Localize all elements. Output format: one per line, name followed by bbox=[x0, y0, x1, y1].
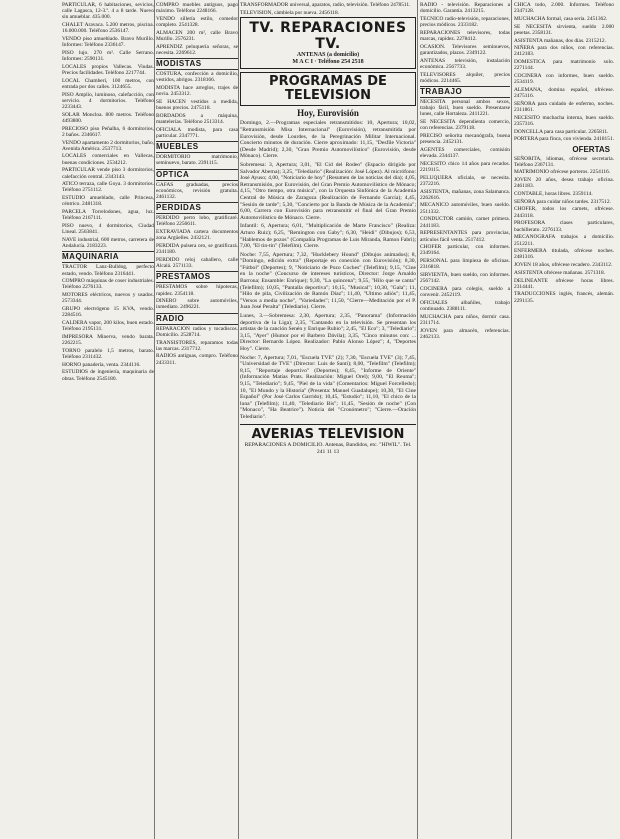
classified-ad: SE NECESITA dependienta comercio, con referencias. 2379118. bbox=[420, 119, 510, 132]
classified-ad: ANTENAS televisión, instalación económica. 2567733. bbox=[420, 57, 510, 70]
classified-ad: AGENTES comerciales, comisión elevada. 2344137. bbox=[420, 146, 510, 160]
classified-ad: ENFERMERA titulada, ofrécese noches. 2481316. bbox=[514, 248, 614, 261]
classified-ad: PARTICULAR, 6 habitaciones, sevicios, calle Lagasca, 12-3.º. 4 a 8 tarde. Nuevo sin amueblar. 435.000. bbox=[62, 2, 154, 21]
classified-ad: PISO Amplio, luminoso, calefacción, con servicio. 4 dormitorios. Teléfono 2233443. bbox=[62, 91, 154, 111]
classified-ad: JOVEN 18 años, ofrécese recadero. 2343112. bbox=[514, 262, 613, 269]
section-heading: PERDIDAS bbox=[156, 202, 238, 214]
classified-ad: PROFESORA clases particulares, bachillerato. 2276133. bbox=[514, 220, 614, 233]
section-heading: MUEBLES bbox=[156, 141, 238, 153]
program-listing: Sobremesa: 3, Apertura; 3,01, "El Cid del Rodeo" (Espacio dirigido por Salvador Aberna); 3,25, "Telediario" (Realización: José López). Al micrófono: José Ayuso; 4,00, "Noticiario de hoy" (Resumen de las noticias del día); 4,05, Retransmisión, por Eurovisión, del Gran Premio Automovilístico de Mónaco; 4,15, "Otro tiempo, otra música", con la Orquesta Sinfónica de la Academia Central de Música de Zaragoza (Realización de Fernando García); 4,45, "Sesión de tarde"; 5,30, "Concierto por la Banda de Música de la Academia"; 6,00, Carrera con Eurovisión para retransmitir el final del Gran Premio Automovilístico de Mónaco. Cierre. bbox=[240, 161, 416, 221]
classified-ad: DONCELLA para casa particular. 2265811. bbox=[514, 128, 609, 135]
classified-ad: LOCAL Chamberí, 100 metros, con entrada por dos calles. 3124655. bbox=[62, 77, 154, 90]
section-heading: MAQUINARIA bbox=[62, 251, 154, 263]
column-1 bbox=[62, 2, 154, 837]
classified-ad: PISO nuevo, 4 dormitorios, Ciudad Lineal. 2563841. bbox=[62, 223, 154, 236]
classified-ad: VENDO apartamento 2 dormitorios, baño, Avenida América. 2537713. bbox=[62, 139, 154, 152]
classified-ad: TRACTOR Lanz-Bulldog, perfecto estado, vendo. Teléfono 2316441. bbox=[62, 264, 154, 277]
classified-ad: CHICA todo, 2.000. Informes. Teléfono 2347128. bbox=[514, 2, 614, 15]
classified-ad: MUCHACHA formal, casa seria. 2451362. bbox=[514, 15, 608, 22]
averias-ad bbox=[240, 424, 416, 456]
classified-ad: RADIO - televisión. Reparaciones a domicilio. Garantía. 2413215. bbox=[420, 2, 510, 15]
classified-ad: COSTURA, confección a domicilio, vestidos, abrigos. 2318166. bbox=[156, 71, 238, 84]
classified-ad: LOCALES comerciales en Vallecas, buenas condiciones. 2534212. bbox=[62, 153, 154, 166]
classified-ad: PRECIOSO piso Peñalba, 6 dormitorios, 2 baños. 2346617. bbox=[62, 125, 154, 138]
classified-ad: NAVE industrial, 600 metros, carretera de Andalucía. 2183223. bbox=[62, 236, 154, 250]
column-rule bbox=[417, 0, 418, 839]
section-heading: RADIO bbox=[156, 313, 238, 325]
programs-title: PROGRAMAS DE TELEVISION bbox=[240, 72, 416, 106]
classified-ad: PARTICULAR vende piso 3 dormitorios, calefacción central. 2343143. bbox=[62, 167, 154, 180]
tv-repairs-line1: ANTENAS (a domicilio) bbox=[296, 52, 360, 59]
column-4 bbox=[420, 2, 510, 837]
classified-ad: LOCALES propios Vallecas. Viudas. Precios facilidades. Teléfono 2217744. bbox=[62, 63, 154, 77]
classified-ad: JOVEN para almacén, referencias. 2462133. bbox=[420, 327, 510, 340]
classified-ad: TRANSFORMADOR universal, aparatos, radio, televisión. Teléfono 2478511. bbox=[240, 2, 411, 8]
classified-ad: PORTERA para finca, con vivienda. 2418151. bbox=[514, 136, 614, 143]
program-listing: Noche: 7, Apertura; 7,01, "Escuela TVE" (2); 7,30, "Escuela TVE" (3); 7,45, "Universidad de TVE" (Director: Luis de Santi); 8,00, "Telefilm" (Telefilm); 8,15, "Reportaje deportivo" (Deportes); 8,45, "Informe de Oriente" (Información Matías Prats. Realización: Miguel Orel); 9,00, "El Reuma"; 9,15, "Telediario"; 9,45, "Piel de la vida" (Comentarios: Miguel Forcelledo); 10, "El Mundo y la Historia" (Presenta: Manuel Guadalupe); 10,30, "El Cine Español" (Por José Carlos Garrido); 10,45, "Estudio"; 11,10, "El chico de la luna" (Telefilm); 11,40, "Telediario Bis"; 11,45, "Sesión de noche" (Con "Monaco", "Ha Beatrice"). Noticia del "Cronómetro"; "Cierre.—Oración Telediario". bbox=[240, 354, 416, 420]
classified-ad: VENDO sillería estilo, comedor completo. 2541328. bbox=[156, 15, 238, 29]
classified-ad: MECANOGRAFA trabajos a domicilio. 2512211. bbox=[514, 234, 614, 247]
classified-ad: SE HACEN vestidos a medida, buenos precios. 2475118. bbox=[156, 98, 238, 112]
section-heading: OPTICA bbox=[156, 169, 238, 181]
section-heading: TRABAJO bbox=[420, 86, 510, 98]
classified-ad: HORNO panadería, venta. 2344116. bbox=[62, 361, 141, 368]
classified-ad: MODISTA hace arreglos, trajes de novia. 2453312. bbox=[156, 85, 238, 98]
classified-ad: MATRIMONIO ofrécese porteros. 2254116. bbox=[514, 169, 611, 176]
classified-ad: NECESITO muchacha interna, buen sueldo. 2357316. bbox=[514, 114, 614, 127]
classified-ad: JOVEN 20 años, desea trabajo oficina. 2461183. bbox=[514, 177, 614, 190]
classified-ad: PARCELA Torrelodones, agua, luz. Teléfono 2167111. bbox=[62, 209, 154, 222]
classified-ad: GRUPO electrógeno 15 KVA, vendo. 2284516. bbox=[62, 306, 154, 319]
classified-ad: COCINERA con informes, buen sueldo. 2534119. bbox=[514, 73, 614, 86]
classified-ad: DOMESTICA para matrimonio solo. 2271144. bbox=[514, 59, 614, 72]
classified-ad: GAFAS graduadas, precios económicos, revisión gratuita. 2461132. bbox=[156, 181, 238, 200]
classified-ad: VENDO piso amueblado. Bravo Murillo. Informes: Teléfono 2336147. bbox=[62, 36, 154, 49]
classified-ad: TELEVISION, cámbiela por nueva. 2456118. bbox=[240, 9, 340, 16]
classified-ad: CHOFER particular, con informes. 2349164. bbox=[420, 244, 510, 257]
classified-ad: TRANSISTORES, reparamos todas las marcas. 2317712. bbox=[156, 339, 238, 352]
classified-ad: NECESITA personal ambos sexos, trabajo fácil, buen sueldo. Presentarse lunes, calle Hortaleza. 2411221. bbox=[420, 98, 510, 118]
column-rule bbox=[154, 0, 155, 839]
classified-ad: SEÑORA para cuidar niños tardes. 2317512. bbox=[514, 198, 611, 205]
classified-ad: ASISTENTA ofrécese mañanas. 2571318. bbox=[514, 269, 606, 276]
classified-ad: TECNICO radio-televisión, reparaciones, precios módicos. 2333182. bbox=[420, 15, 510, 29]
program-listing: Infantil: 6, Apertura; 6,01, "Multiplicación de Marte Francisco" (Realiza: Arturo Ruiz); 6,25, "Remington con Gaby"; 6,30, "Heidi" (Dibujos); 6,53, "Hablemos de pozos" (Compañía Programas de Luis Miranda, Ramon Fabri); 7,00, "El tin-tin" (Telefilm). Cierre. bbox=[240, 223, 416, 250]
classified-ad: BORDADOS a máquina, mantelerías. Teléfono 2513314. bbox=[156, 112, 238, 126]
program-listing: Noche: 7,55, Apertura; 7,32, "Hucklebery Hound" (Dibujos animados); 8, "Domingo, edición extra" (Reportaje en conexión con Eurovisión); 8,30, "Fútbol" (Deportes); 9, "Noticiario de Pozo Coches" (Telefilm); 9,15, "Cine en la noche" (Concurso de intereses turísticos, Director: Jorge Arnaldo Barrona; Ensamble: Enrique); 9,30, "La quincena"; 9,55, "Hilo que se canta" (Telefilm); 10,05, "Pantalla deportiva"; 10,15, "Musical"; 10,30, "Gala"; 11, "Hilo de pila, Civilización de Ramón Díaz"; 11,40, "Ultimo adiós"; 11,45, "Versos a media noche", "Variedades"; 11,50, "Cierre—Meditación por el P. Juan José Peralta" (Telediario). Cierre. bbox=[240, 251, 416, 311]
classified-ad: NIÑERA para dos niños, con referencias. 2412183. bbox=[514, 45, 614, 58]
classified-ad: SEÑORA para cuidado de enfermo, noches. 2311861. bbox=[514, 100, 614, 114]
classified-ad: COCINERA para colegio, sueldo a convenir. 2452119. bbox=[420, 285, 510, 299]
classified-ad: REPARACION radios y tocadiscos. Domicilio. 2528714. bbox=[156, 325, 238, 338]
classified-ad: OCASION. Televisores seminuevos, garantizados, plazos. 2349122. bbox=[420, 43, 510, 56]
classified-ad: PRESTAMOS sobre hipotecas, rapidez. 2354118. bbox=[156, 284, 238, 297]
averias-sub: REPARACIONES A DOMICILIO. Antenas, Bandidos, etc. "HIWIL". Tel. 241 11 13 bbox=[244, 441, 412, 455]
classified-ad: ALMACEN 200 m², calle Bravo Murillo. 2576231. bbox=[156, 29, 238, 43]
classified-ad: NECESITO chico 14 años para recados. 2219115. bbox=[420, 160, 510, 173]
classified-ad: SE NECESITA sirvienta, sueldo 2.000 pesetas. 2358131. bbox=[514, 23, 614, 36]
classified-ad: TRADUCCIONES inglés, francés, alemán. 2291135. bbox=[514, 291, 614, 304]
classified-ad: ALEMANA, domina español, ofrécese. 2475116. bbox=[514, 86, 614, 100]
classified-ad: MUCHACHA para niños, dormir casa. 2311714. bbox=[420, 313, 510, 326]
classified-ad: PERDIDA pulsera oro, se gratificará. 2341180. bbox=[156, 242, 238, 256]
classified-ad: ASISTENTA mañanas, dos días. 2315212. bbox=[514, 37, 606, 44]
column-3 bbox=[240, 2, 416, 837]
ofertas-heading: OFERTAS bbox=[572, 144, 610, 154]
classified-ad: ASISTENTA, mañanas, zona Salamanca. 2262616. bbox=[420, 188, 510, 201]
classified-ad: OFICIALA modista, para casa particular. 2347771. bbox=[156, 126, 238, 139]
tv-repairs-ad bbox=[240, 17, 416, 69]
column-rule bbox=[511, 0, 512, 839]
section-heading: PRESTAMOS bbox=[156, 271, 238, 283]
programs-subtitle: Hoy, Eurovisión bbox=[297, 108, 359, 119]
classified-ad: DINERO sobre automóviles, inmediato. 2496221. bbox=[156, 298, 238, 311]
classified-ad: MECANICO automóviles, buen sueldo. 2511332. bbox=[420, 202, 510, 215]
classified-ad: PERDIDO perro lobo, gratificaré. Teléfono 2256611. bbox=[156, 215, 238, 228]
classified-ad: PELUQUERA oficiala, se necesita. 2372216. bbox=[420, 174, 510, 187]
classified-ad: CONDUCTOR camión, carnet primera. 2441183. bbox=[420, 216, 510, 229]
classified-ad: SIRVIENTA, buen sueldo, con informes. 2567142. bbox=[420, 272, 510, 285]
classified-ad: PISO lujo. 270 m². Calle Serrano. Informes: 2590131. bbox=[62, 49, 154, 63]
classified-ad: OFICIALES albañiles, trabajo continuado. 2388111. bbox=[420, 299, 510, 313]
classified-ad: REPRESENTANTES para provincias, artículos fácil venta. 2517412. bbox=[420, 230, 510, 243]
classified-ad: SOLAR Moncloa. 800 metros. Teléfono 4493800. bbox=[62, 111, 154, 124]
classified-ad: CHALET Aravaca. 5.200 metros, piscina. 16.000.000. Teléfono 2536147. bbox=[62, 22, 154, 35]
classified-ad: ATICO terraza, calle Goya. 3 dormitorios. Teléfono 2751112. bbox=[62, 181, 154, 194]
column-rule bbox=[238, 0, 239, 839]
tv-repairs-title: TV. REPARACIONES TV. bbox=[249, 20, 407, 53]
classified-ad: TORNO paralelo 1,5 metros, barato. Teléfono 2311432. bbox=[62, 347, 154, 360]
classified-ad: SEÑORITA, idiomas, ofrécese secretaria. Teléfono 2367131. bbox=[514, 155, 614, 168]
column-5 bbox=[514, 2, 614, 837]
classified-ad: IMPRESORA Minerva, vendo barata. 2262215. bbox=[62, 333, 154, 347]
classified-ad: CHOFER, todos los carnets, ofrécese. 2443118. bbox=[514, 206, 614, 219]
classified-ad: CONTABLE, horas libres. 2359114. bbox=[514, 191, 593, 198]
program-listing: Lunes, 3.—Sobremesa: 2,30, Apertura; 2,35, "Panorama" (Información deportiva de la Liga); 2,35, "Cantando en la televisión. Se presentan los artistas de la canción Senén y Enrique Rubio"; 2,45, "El Eco"; 3, "Telediario"; 3,15, "Ayer" (Humor por el Barbero Dávila); 3,35, "Cinco minutos con: ... Director: Bernardo López. Realizador: Pablo Alonso López"; 4, "Deportes Hoy". Cierre. bbox=[240, 313, 416, 352]
classified-ad: APRENDIZ peluquería señoras, se necesita. 2269612. bbox=[156, 43, 238, 56]
averias-title: AVERIAS TELEVISION bbox=[251, 426, 405, 442]
classified-ad: MOTORES eléctricos, nuevos y usados. 2573344. bbox=[62, 292, 154, 305]
classified-ad: DORMITORIO matrimonio, seminuevo, barato. 2391115. bbox=[156, 154, 238, 167]
classified-ad: PERSONAL para limpieza de oficinas. 2316818. bbox=[420, 258, 510, 271]
classified-ad: PERDIDO reloj caballero, calle Alcalá. 2571133. bbox=[156, 256, 238, 270]
column-2 bbox=[156, 2, 238, 837]
classified-ad: DELINEANTE ofrécese horas libres. 2314441. bbox=[514, 277, 614, 290]
classified-ad: EXTRAVIADA cartera documentos zona Argüelles. 2432121. bbox=[156, 229, 238, 242]
classified-ad: COMPRO máquinas de coser industriales. Teléfono 2276133. bbox=[62, 278, 154, 291]
classified-ad: ESTUDIOS de ingeniería, maquinaria de obras. Teléfono 2545180. bbox=[62, 369, 154, 382]
classified-ad: TELEVISORES alquiler, precios módicos. 2214465. bbox=[420, 71, 510, 84]
classified-ad: ESTUDIO amueblado, calle Princesa, céntrico. 2481318. bbox=[62, 195, 154, 208]
section-heading: MODISTAS bbox=[156, 58, 238, 70]
tv-repairs-line2: M A C I · Teléfono 254 2518 bbox=[292, 59, 364, 66]
classified-ad: RADIOS antiguas, compro. Teléfono 2433311. bbox=[156, 353, 238, 366]
program-listing: Domingo, 2.—Programas especiales retransmitidos: 10, Apertura; 10,02, "Retransmisión Misa Internacional" (Eurovisión), retransmitida por Eurovisión, desde Lourdes, de la Peregrinación Militar Internacional. Concierto minutos de duración. Cierre aproximado: 11,15, "Desfile Victoria" (Desde Madrid); 2,30, "Gran Premio Automovilístico" (Eurovisión, desde Mónaco). Cierre. bbox=[240, 120, 416, 160]
classified-ad: CALDERA vapor, 200 kilos, buen estado. Teléfono 2195131. bbox=[62, 319, 154, 333]
classified-ad: REPARACIONES televisores, todas marcas, rapidez. 2278412. bbox=[420, 29, 510, 43]
classified-ad: COMPRO muebles antiguos, pago máximo. Teléfono 2248166. bbox=[156, 2, 238, 15]
classified-ad: PRECISO señorita mecanógrafa, buena presencia. 2452131. bbox=[420, 132, 510, 146]
